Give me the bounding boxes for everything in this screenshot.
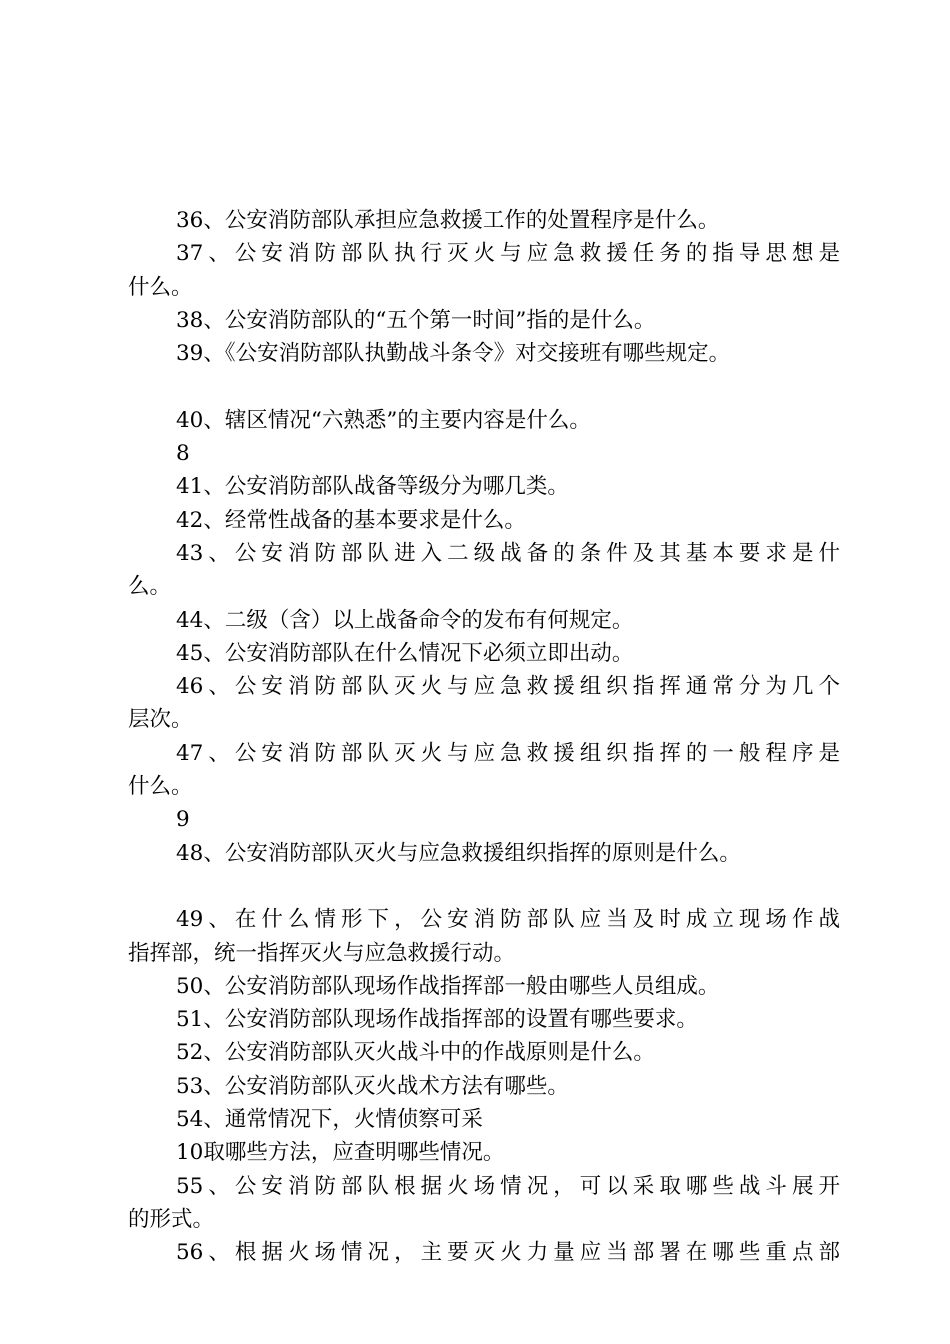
question-line: 么。 xyxy=(128,574,172,600)
question-line: 53、公安消防部队灭火战术方法有哪些。 xyxy=(176,1073,569,1099)
blank-line xyxy=(128,870,840,903)
question-line: 54、通常情况下，火情侦察可采 xyxy=(176,1107,483,1133)
question-line: 52、公安消防部队灭火战斗中的作战原则是什么。 xyxy=(176,1040,655,1066)
question-line: 层次。 xyxy=(128,707,193,733)
document-body xyxy=(128,204,840,1270)
question-line: 55、公安消防部队根据火场情况，可以采取哪些战斗展开 xyxy=(176,1173,840,1199)
question-line: 44、二级（含）以上战备命令的发布有何规定。 xyxy=(176,607,634,633)
question-line: 什么。 xyxy=(128,774,193,800)
question-line: 45、公安消防部队在什么情况下必须立即出动。 xyxy=(176,640,634,666)
question-line: 指挥部，统一指挥灭火与应急救援行动。 xyxy=(128,940,516,966)
question-line: 51、公安消防部队现场作战指挥部的设置有哪些要求。 xyxy=(176,1007,698,1033)
question-line: 36、公安消防部队承担应急救援工作的处置程序是什么。 xyxy=(176,208,720,233)
blank-line xyxy=(128,370,840,403)
question-line: 39、《公安消防部队执勤战斗条令》对交接班有哪些规定。 xyxy=(176,341,731,367)
question-line: 37、公安消防部队执行灭火与应急救援任务的指导思想是 xyxy=(176,241,840,267)
question-line: 43、公安消防部队进入二级战备的条件及其基本要求是什 xyxy=(176,540,840,566)
question-line: 50、公安消防部队现场作战指挥部一般由哪些人员组成。 xyxy=(176,973,720,999)
question-line: 46、公安消防部队灭火与应急救援组织指挥通常分为几个 xyxy=(176,674,840,700)
question-line: 40、辖区情况“六熟悉”的主要内容是什么。 xyxy=(176,407,591,433)
question-line: 10取哪些方法，应查明哪些情况。 xyxy=(176,1140,505,1166)
page-number: 9 xyxy=(176,807,190,833)
question-line: 41、公安消防部队战备等级分为哪几类。 xyxy=(176,474,569,500)
question-line: 什么。 xyxy=(128,274,193,300)
question-line: 48、公安消防部队灭火与应急救援组织指挥的原则是什么。 xyxy=(176,840,741,866)
page-number: 8 xyxy=(176,441,190,467)
question-line: 42、经常性战备的基本要求是什么。 xyxy=(176,507,526,533)
question-line: 的形式。 xyxy=(128,1206,215,1232)
question-line: 38、公安消防部队的“五个第一时间”指的是什么。 xyxy=(176,307,656,333)
question-line: 56、根据火场情况，主要灭火力量应当部署在哪些重点部 xyxy=(176,1240,840,1266)
question-line: 47、公安消防部队灭火与应急救援组织指挥的一般程序是 xyxy=(176,740,840,766)
question-line: 49、在什么情形下，公安消防部队应当及时成立现场作战 xyxy=(176,907,840,933)
